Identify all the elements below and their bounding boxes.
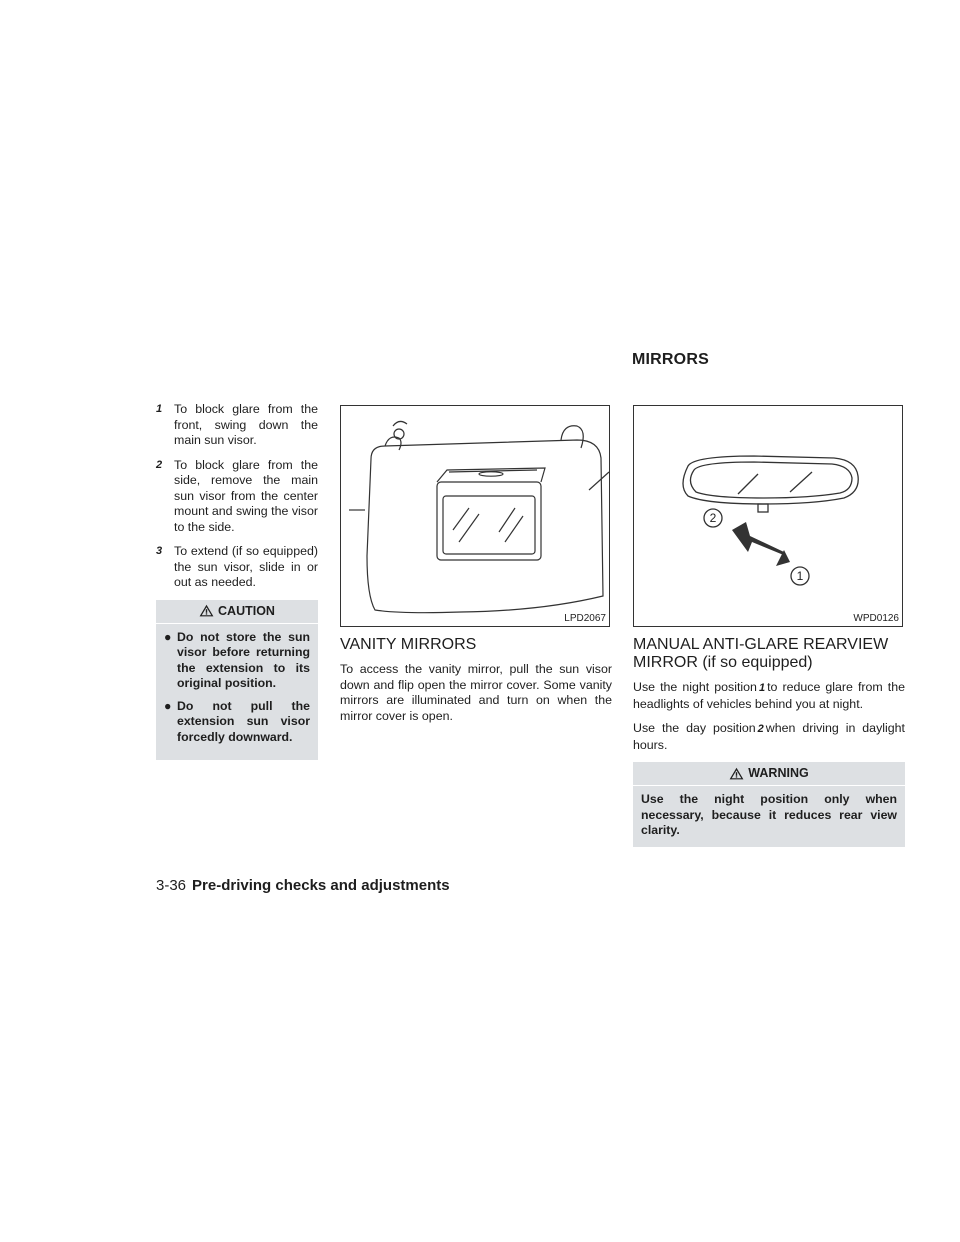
sun-visor-step-2 xyxy=(156,458,318,536)
vanity-body: To access the vanity mirror, pull the sun visor down and flip open the mirror cover. Some vanity mirrors are illuminated and turn on when the mirror cover is open. xyxy=(340,662,612,723)
para-text: when driving in daylight hours. xyxy=(633,721,905,752)
page-footer xyxy=(156,877,450,894)
caution-item-text: Do not store the sun visor before returning the extension to its original position. xyxy=(177,629,310,690)
step-number: 2 xyxy=(156,458,163,471)
step-number: 1 xyxy=(156,403,163,415)
vanity-mirror-column xyxy=(340,405,612,733)
caution-item: ● Do not store the sun visor before returning the extension to its original position. xyxy=(164,629,310,690)
inline-number: 1 xyxy=(758,682,766,694)
caution-box xyxy=(156,600,318,761)
figure-label-1: 1 xyxy=(796,569,804,583)
caution-item-text: Do not pull the extension sun visor forcedly downward. xyxy=(177,698,310,744)
vanity-heading: VANITY MIRRORS xyxy=(340,636,477,653)
inline-number: 2 xyxy=(757,723,764,735)
caution-item: ● Do not pull the extension sun visor forcedly downward. xyxy=(164,698,310,744)
rearview-day-para xyxy=(633,721,905,753)
rearview-mirror-illustration xyxy=(634,406,904,628)
section-title: MIRRORS xyxy=(632,351,709,368)
warning-triangle-icon xyxy=(199,604,214,617)
rearview-heading: MANUAL ANTI-GLARE REARVIEW MIRROR (if so equipped) xyxy=(633,636,889,671)
figure-label-2: 2 xyxy=(709,511,717,525)
warning-triangle-icon xyxy=(729,767,744,780)
caution-heading xyxy=(156,600,318,624)
warning-box xyxy=(633,762,905,847)
sun-visor-figure xyxy=(340,405,610,627)
para-text: Use the day position xyxy=(633,721,756,735)
caution-label: CAUTION xyxy=(218,603,275,618)
sun-visor-column xyxy=(156,402,318,760)
rearview-night-para xyxy=(633,680,905,712)
warning-heading xyxy=(633,762,905,786)
figure-code: LPD2067 xyxy=(564,613,606,624)
warning-label: WARNING xyxy=(748,766,809,780)
sun-visor-step-3 xyxy=(156,544,318,591)
rearview-mirror-column xyxy=(633,405,905,847)
para-text: Use the night position xyxy=(633,680,757,694)
sun-visor-step-1 xyxy=(156,402,318,449)
rearview-mirror-figure xyxy=(633,405,903,627)
step-text: To block glare from the side, remove the main sun visor from the center mount and swing the visor to the side. xyxy=(174,457,318,534)
step-number: 3 xyxy=(156,545,163,557)
figure-code: WPD0126 xyxy=(853,613,899,624)
warning-text: Use the night position only when necessary, because it reduces rear view clarity. xyxy=(641,792,897,837)
step-text: To extend (if so equipped) the sun visor, slide in or out as needed. xyxy=(174,544,318,589)
sun-visor-illustration xyxy=(341,406,611,628)
step-text: To block glare from the front, swing down the main sun visor. xyxy=(174,402,318,447)
para-text: to reduce glare from the headlights of vehicles behind you at night. xyxy=(633,680,905,711)
page-number: 3-36 xyxy=(156,877,187,894)
footer-section: Pre-driving checks and adjustments xyxy=(192,877,450,894)
